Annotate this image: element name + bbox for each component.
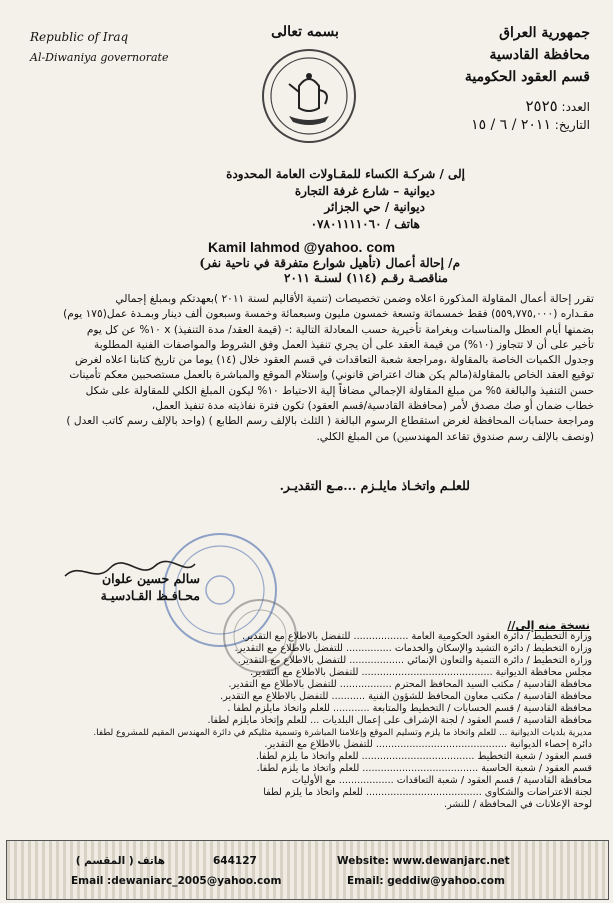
signatory-title: محـافـظ القـادسيـة <box>100 588 200 603</box>
recipient-block <box>150 166 465 232</box>
cc-item: لوحة الإعلانات في المحافظة / للنشر. <box>444 799 592 810</box>
governorate-label: Al-Diwaniya governorate <box>30 51 169 64</box>
cc-item: محافظة القادسية / مكتب معاون المحافظ للشؤون الفنية ........... للتفضل بالاطلاع مع التقدير. <box>220 691 592 702</box>
cc-item: مديرية بلديات الديوانية ... للعلم واتخاذ ما يلزم وتسليم الموقع وإعلامنا المباشرة وتسمية مثليكم في دائرة المهندس المقيم للمشروع لطفا. <box>93 728 592 738</box>
cc-item: محافظة القادسية / قسم العقود / شعبة التعاقدات .................. مع الأوليات <box>291 775 592 786</box>
cc-item: محافظة القادسية / قسم الحسابات / التخطيط والمتابعة ............ للعلم واتخاذ مايلزم لطفا . <box>227 703 592 714</box>
body-line: تقرر إحالة أعمال المقاولة المذكورة اعلاه وضمن تخصيصات (تنمية الأقاليم لسنة ٢٠١١ )بعهدتكم وبمبلغ إجمالي <box>115 293 594 305</box>
subject-line2: مناقصـة رقـم (١١٤) لسنـة ٢٠١١ <box>284 271 448 285</box>
header-arabic <box>420 22 590 88</box>
subject-line1: م/ إحالة أعمال (تأهيل شوارع متفرقة في ناحية نفر) <box>199 256 460 270</box>
republic-label: Republic of Iraq <box>30 30 129 44</box>
body-line: مقـداره (٥٥٩,٧٧٥,٠٠٠) فقط خمسمائة وتسعة خمسون مليون وسبعمائة وخمسة وسبعون ألف دينار وبمـدة عمل(١٧٥ يوم) <box>63 308 594 321</box>
recipient-to: إلى / شركـة الكساء للمقـاولات العامة المحدودة <box>226 167 465 181</box>
recipient-address1: ديوانية – شارع غرفة التجارة <box>294 183 435 198</box>
cc-item: محافظة القادسية / مكتب السيد المحافظ المحترم ................. للتفضل بالاطلاع مع التقدير. <box>228 679 592 690</box>
signatory-name: سالم حسين علوان <box>102 571 200 586</box>
cc-title: نسخة منه إلى// <box>507 619 590 632</box>
cc-item: دائرة إحصاء الديوانية ........................................... للتفضل بالاطلاع مع التقدير. <box>264 739 592 750</box>
number-label: العدد: <box>561 100 590 114</box>
subject-block <box>160 256 460 286</box>
republic-ar: جمهورية العراق <box>499 25 590 41</box>
governorate-logo <box>259 46 359 146</box>
cc-item: قسم العقود / شعبة الحاسبة ...................................... للعلم واتخاذ ما يلزم لطفا. <box>256 763 592 774</box>
body-line: حسن التنفيذ والبالغة ٥% من مبلغ المقاولة الإجمالي مضافاً إلية الاحتياط ١٠% ليكون المبلغ الكلي للمقاولة على شكل <box>85 384 594 397</box>
signatory-block <box>40 570 200 604</box>
body-line: تأخير على أن لا تتجاوز (١٠%) من قيمة العقد على أن يجري تنفيذ العمل وفق الشروط والمواصفات الفنية المطلوبة <box>94 338 594 351</box>
date-label: التاريخ: <box>554 118 590 132</box>
date-row <box>380 117 590 133</box>
footer-email-1[interactable]: Email :dewaniarc_2005@yahoo.com <box>71 875 282 887</box>
footer-phone-value: 644127 <box>213 855 257 867</box>
cc-item: مجلس محافظة الديوانية ........................................... للتفضل بالاطلاع مع التقدير. <box>250 667 592 678</box>
header-english <box>30 26 210 68</box>
cc-item: وزارة التخطيط / دائرة التشيد والإسكان والخدمات ............... للتفضل بالاطلاع مع التقدير. <box>234 643 592 654</box>
governorate-ar: محافظة القادسية <box>489 47 590 63</box>
recipient-phone: هاتف / ٠٧٨٠١١١١٠٦٠ <box>310 216 420 231</box>
recipient-address2: ديوانية / حي الجزائر <box>324 200 425 214</box>
basmala: بسمه تعالى <box>271 24 339 40</box>
footer-email-2[interactable]: Email: geddiw@yahoo.com <box>347 875 505 887</box>
body-line: (ونصف بالإلف رسم صندوق تقاعد المهندسين) من المبلغ الكلي. <box>316 430 594 443</box>
footer-band <box>6 840 609 900</box>
footer-phone-label: هاتف ( المقسم ) <box>75 855 165 867</box>
cc-item: محافظة القادسية / قسم العقود / لجنة الإشراف على إعمال البلديات ... للعلم وإتخاذ مايلزم لطفا. <box>207 715 592 726</box>
contracts-dept: قسم العقود الحكومية <box>464 69 590 85</box>
body-line: توقيع العقد الخاص بالمقاولة(مالم يكن هناك اعتراض قانوني) وإستلام الموقع والمباشرة بالعمل مستصحبين معكم تأمينات <box>69 369 594 382</box>
cc-item: وزارة التخطيط / دائرة العقود الحكومية العامة .................. للتفضل بالاطلاع مع التقدير. <box>242 631 592 642</box>
number-row <box>430 97 590 115</box>
cc-item: قسم العقود / شعبة التخطيط ..................................... للعلم واتخاذ ما يلزم لطفا. <box>255 751 592 762</box>
cc-item: لجنة الاعتراضات والشكاوى ...................................... للعلم واتخاذ ما يلزم لطفا <box>263 787 592 798</box>
body-line: بضمنها أيام العطل والمناسبات وبغرامة تأخيرية حسب المعادلة التالية :- (قيمة العقد/ مدة التنفيذ) x ١٠% عن كل يوم <box>86 323 594 336</box>
body-line: خطاب ضمان أو صك مصدق لأمر (محافظة القادسية/قسم العقود) تكون فترة نفاذيته مدة تنفيذ العمل، <box>151 400 594 413</box>
cc-list <box>20 631 592 811</box>
closing-line: للعلـم واتخـاذ مايلـزم ...مـع التقديـر. <box>279 478 470 493</box>
body-paragraph <box>20 292 594 445</box>
body-line: وجدول الكميات الخاصة بالمقاولة ،ومراجعة شعبة التعاقدات في قسم العقود خلال (١٤) يوما من تاريخ كتابنا اعلاه لغرض <box>75 354 594 367</box>
date-value: ٢٠١١ / ٦ / ١٥ <box>471 117 551 133</box>
cc-item: وزارة التخطيط / دائرة التنمية والتعاون الإنمائي .................. للتفضل بالاطلاع مع التقدير. <box>237 655 592 666</box>
recipient-email: Kamil lahmod @yahoo. com <box>208 239 396 255</box>
footer-website[interactable]: Website: www.dewanjarc.net <box>337 855 510 867</box>
number-value: ٢٥٢٥ <box>525 97 558 115</box>
body-line: ومراجعة حسابات المحافظة لغرض استقطاع الرسوم البالغة ( الثلث بالإلف رسم الطابع ) (واحد بالإلف رسم كاتب العدل ) <box>66 415 594 428</box>
